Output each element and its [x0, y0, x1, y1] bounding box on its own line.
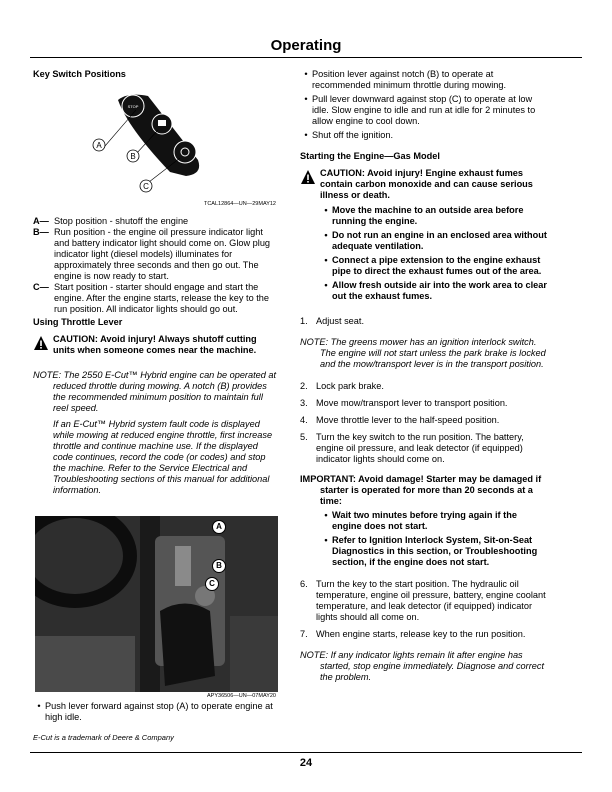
step-item: 3. Move mow/transport lever to transport position.: [300, 398, 508, 408]
trademark-footnote: E-Cut is a trademark of Deere & Company: [33, 733, 174, 742]
list-item: • Push lever forward against stop (A) to operate engine at high idle.: [37, 701, 273, 722]
list-item: • Connect a pipe extension to the engine exhaust pipe to direct the exhaust fumes out of the area.: [324, 255, 542, 276]
key-definitions: [33, 216, 278, 496]
gas-caution: [300, 168, 548, 201]
note-ecut: NOTE: The 2550 E-Cut™ Hybrid engine can be operated at reduced throttle during mowing. A notch (B) provides the recommended minimum position to maintain full reel speed.: [33, 370, 277, 413]
list-item: • Wait two minutes before trying again if the engine does not start.: [324, 510, 517, 531]
header-rule: [30, 57, 582, 58]
definition-key: A—: [33, 216, 49, 226]
step-item: 2. Lock park brake.: [300, 381, 384, 391]
page-number: 24: [299, 757, 313, 769]
step-item: 5. Turn the key switch to the run position. The battery, engine oil pressure, and leak detector (if equipped) indicator lights should come on.: [300, 432, 524, 464]
list-item: • Pull lever downward against stop (C) to operate at low idle. Slow engine to idle and run at idle for 2 minutes to allow engine to cool down.: [304, 94, 536, 126]
starting-heading: Starting the Engine—Gas Model: [300, 151, 440, 161]
diagram-caption: TCAL12864—UN—29MAY12: [203, 201, 276, 207]
diagram-label-b: B: [130, 152, 136, 161]
key-switch-diagram: [88, 88, 283, 206]
caution-text: CAUTION: Avoid injury! Engine exhaust fumes contain carbon monoxide and can cause serious illness or death.: [320, 168, 533, 200]
caution-text: CAUTION: Avoid injury! Always shutoff cutting units when someone comes near the machine.: [53, 334, 257, 355]
definition-text: Run position - the engine oil pressure indicator light and battery indicator light should come on. Glow plug indicator light (diesel models) illuminates for approximately three seconds and then go out. The engine is now ready to start.: [54, 227, 271, 281]
photo-label-a: A: [212, 520, 226, 534]
definition-key: C—: [33, 282, 49, 292]
left-column: [33, 69, 278, 80]
step-item: 7. When engine starts, release key to the run position.: [300, 629, 526, 639]
definition-a: [33, 216, 278, 227]
step-item: 1. Adjust seat.: [300, 316, 365, 326]
photo-caption: APY36506—UN—07MAY20: [207, 693, 276, 699]
throttle-lever-photo: [35, 516, 278, 692]
right-column: [300, 69, 548, 683]
definition-c: [33, 282, 278, 315]
important-notice: IMPORTANT: Avoid damage! Starter may be damaged if starter is operated for more than 20 seconds at a time:: [300, 474, 542, 506]
gas-caution-list: [300, 205, 548, 302]
list-item: • Move the machine to an outside area before running the engine.: [324, 205, 524, 226]
note-ecut-fault: If an E-Cut™ Hybrid system fault code is displayed while mowing at reduced engine throttle, first increase throttle and continue machine use. If the displayed code continues, record the code (or codes) and stop the machine. Refer to the Service Electrical and Troubleshooting sections of this manual for additional information.: [53, 419, 273, 495]
footer-rule: [30, 752, 582, 753]
step-item: 6. Turn the key to the start position. The hydraulic oil temperature, engine oil pressure, battery, engine coolant temperature, and leak detector (if equipped) indicator lights should all come on.: [300, 579, 546, 622]
throttle-heading: Using Throttle Lever: [33, 317, 123, 327]
definition-b: [33, 227, 278, 282]
note-interlock: NOTE: The greens mower has an ignition interlock switch. The engine will not start unless the park brake is locked and the mow/transport lever is in the transport position.: [300, 337, 546, 369]
note-indicator-lights: NOTE: If any indicator lights remain lit after engine has started, stop engine immediately. Diagnose and correct the problem.: [300, 650, 545, 682]
warning-icon: [300, 169, 316, 185]
definition-text: Start position - starter should engage and start the engine. After the engine starts, release the key to the run position. All indicator lights should go out.: [54, 282, 270, 314]
diagram-label-c: C: [143, 182, 149, 191]
throttle-caution: [33, 334, 278, 356]
step-item: 4. Move throttle lever to the half-speed position.: [300, 415, 500, 425]
photo-label-b: B: [212, 559, 226, 573]
list-item: • Refer to Ignition Interlock System, Sit-on-Seat Diagnostics in this section, or Troubleshooting section, if the engine does not start.: [324, 535, 538, 567]
page-title: Operating: [270, 37, 342, 54]
push-lever-block: [33, 701, 278, 743]
warning-icon: [33, 335, 49, 351]
list-item: • Allow fresh outside air into the work area to clear out the exhaust fumes.: [324, 280, 547, 301]
diagram-label-a: A: [96, 141, 102, 150]
key-switch-heading: Key Switch Positions: [33, 69, 126, 79]
list-item: • Do not run an engine in an enclosed area without adequate ventilation.: [324, 230, 547, 251]
important-list: [300, 510, 548, 568]
stop-label: STOP: [127, 104, 139, 109]
photo-label-c: C: [205, 577, 219, 591]
definition-key: B—: [33, 227, 49, 237]
list-item: • Shut off the ignition.: [304, 130, 394, 140]
list-item: • Position lever against notch (B) to operate at recommended minimum throttle during mowing.: [304, 69, 507, 90]
definition-text: Stop position - shutoff the engine: [54, 216, 189, 226]
